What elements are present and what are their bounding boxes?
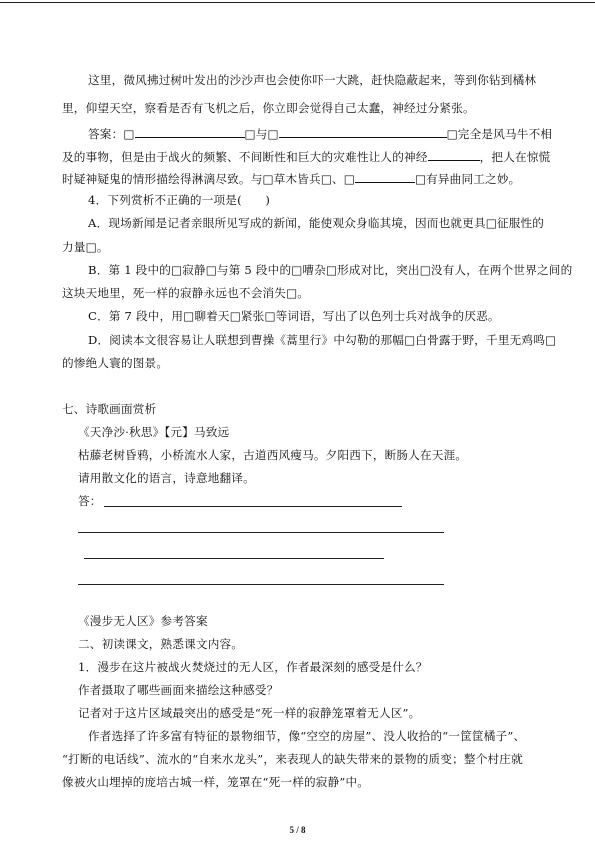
reference-question: 作者摄取了哪些画面来描绘这种感受？ (78, 683, 279, 697)
answer-label: 答： (78, 494, 102, 508)
answer-blank-line (104, 506, 402, 507)
answer-line (62, 171, 520, 187)
option-d-cont: 的惨绝人寰的图景。 (62, 356, 169, 370)
page-number: 5 / 8 (289, 825, 306, 835)
option-d: D．阅读本文很容易让人联想到曹操《蒿里行》中勾勒的那幅□白骨露于野，千里无鸡鸣□ (88, 333, 557, 347)
answer-blank-line (84, 558, 384, 559)
option-b-cont: 这块天地里，死一样的寂静永远也不会消失□。 (62, 286, 310, 300)
reference-answer: 作者选择了许多富有特征的景物细节，像“空空的房屋”、没人收拾的“一筐筐橘子”、 (88, 729, 526, 743)
option-b: B．第 1 段中的□寂静□与第 5 段中的□嘈杂□形成对比，突出□没有人，在两个世界之间的 (88, 263, 573, 277)
answer-blank-line (78, 532, 444, 533)
answer-text: □有异曲同工之妙。 (414, 172, 521, 186)
header-rule (0, 2, 595, 3)
blank-line (279, 126, 447, 138)
answer-blank-line (78, 584, 444, 585)
section-heading: 七、诗歌画面赏析 (62, 402, 157, 416)
answer-text: 答案：□ (88, 127, 135, 141)
question-stem: 4．下列赏析不正确的一项是( ) (88, 193, 271, 207)
blank-line (428, 149, 480, 161)
reference-question: 1．漫步在这片被战火焚烧过的无人区，作者最深刻的感受是什么？ (78, 660, 428, 674)
reference-sub: 二、初读课文，熟悉课文内容。 (78, 637, 244, 651)
reference-answer: “打断的电话线”、流水的“自来水龙头”，来表现人的缺失带来的景物的质变；整个村庄就 (62, 752, 523, 766)
answer-text: 及的事物，但是由于战火的频繁、不间断性和巨大的灾难性让人的神经 (62, 150, 428, 164)
answer-text: 时疑神疑鬼的情形描绘得淋漓尽致。与□草木皆兵□、□ (62, 172, 355, 186)
blank-line (135, 126, 245, 138)
answer-text: □完全是风马牛不相 (446, 127, 553, 141)
poem-text: 枯藤老树昏鸦，小桥流水人家，古道西风瘦马。夕阳西下，断肠人在天涯。 (78, 448, 468, 462)
blank-line (355, 171, 415, 183)
reference-answer: 像被火山埋掉的庞培古城一样，笼罩在“死一样的寂静”中。 (62, 775, 370, 789)
option-a: A．现场新闻是记者亲眼所见写成的新闻，能使观众身临其境，因而也就更具□征服性的 (88, 216, 545, 230)
option-c: C．第 7 段中，用□聊着天□紧张□等词语，写出了以色列士兵对战争的厌恶。 (88, 309, 500, 323)
option-a-cont: 力量□。 (62, 240, 109, 254)
poem-title: 《天净沙·秋思》【元】马致远 (78, 425, 230, 439)
answer-line (62, 149, 550, 165)
answer-text: ，把人在惊慌 (479, 150, 551, 164)
instruction: 请用散文化的语言，诗意地翻译。 (78, 471, 255, 485)
answer-line (88, 126, 552, 142)
passage-line: 这里，微风拂过树叶发出的沙沙声也会使你吓一大跳，赶快隐蔽起来，等到你钻到橘林 (88, 73, 537, 87)
reference-answer: 记者对于这片区域最突出的感受是“死一样的寂静笼罩着无人区”。 (78, 706, 421, 720)
answer-text: □与□ (244, 127, 279, 141)
passage-line: 里，仰望天空，察看是否有飞机之后，你立即会觉得自己太蠢，神经过分紧张。 (62, 101, 475, 115)
reference-title: 《漫步无人区》参考答案 (78, 614, 208, 628)
